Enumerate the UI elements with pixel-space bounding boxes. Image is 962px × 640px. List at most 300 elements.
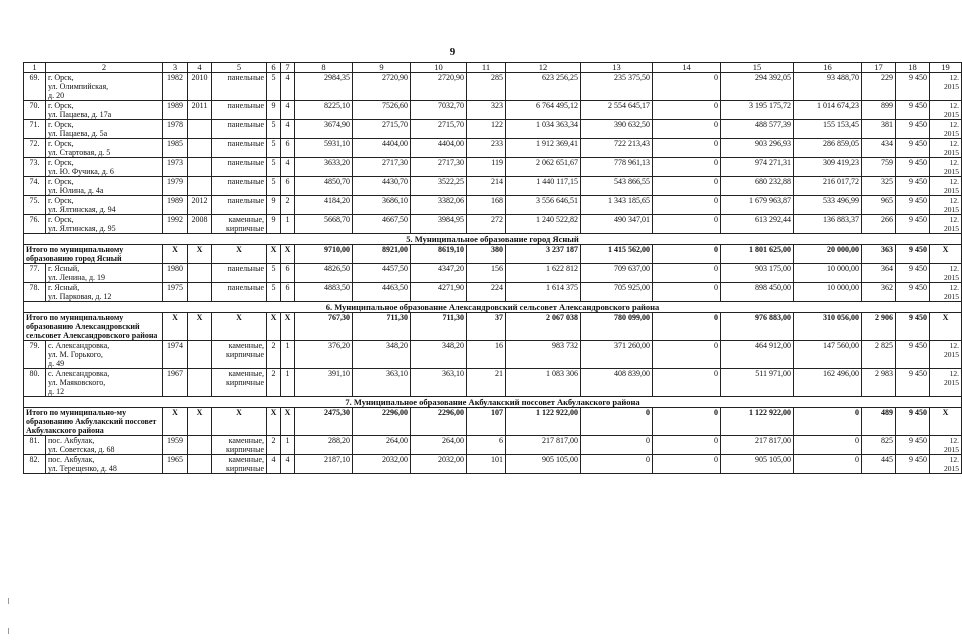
table-cell: 0 [653,369,721,397]
table-cell: 4457,50 [353,264,411,283]
table-cell: г. Орск, ул. Пацаева, д. 5а [46,120,163,139]
table-cell: 0 [794,408,862,436]
table-row [24,341,962,369]
table-cell: 9 450 [896,215,930,234]
column-header: 8 [295,63,353,73]
table-cell: 1982 [163,73,188,101]
table-cell: 74. [24,177,46,196]
table-cell: 5 [267,158,281,177]
table-cell: 1 083 306 [506,369,581,397]
table-cell: 0 [653,196,721,215]
table-cell: 434 [862,139,896,158]
table-cell: 12. 2015 [930,139,962,158]
table-row [24,120,962,139]
table-cell: 4 [281,455,295,474]
table-cell: 286 859,05 [794,139,862,158]
table-cell [188,158,212,177]
table-cell: 1 415 562,00 [581,245,653,264]
table-cell: 264,00 [353,436,411,455]
table-cell: г. Орск, ул. Ялтинская, д. 95 [46,215,163,234]
table-cell: 759 [862,158,896,177]
table-cell: 214 [467,177,506,196]
table-cell: 76. [24,215,46,234]
table-cell: X [281,245,295,264]
table-cell: 1 122 922,00 [721,408,794,436]
table-cell: 1 [281,341,295,369]
table-row [24,139,962,158]
table-cell: 1959 [163,436,188,455]
table-cell: 1 440 117,15 [506,177,581,196]
table-cell: 4404,00 [411,139,467,158]
table-cell: 4271,90 [411,283,467,302]
table-cell: 1989 [163,196,188,215]
table-cell: 2032,00 [353,455,411,474]
table-cell: г. Орск, ул. Ю. Фучика, д. 6 [46,158,163,177]
table-cell: 722 213,43 [581,139,653,158]
table-cell: 162 496,00 [794,369,862,397]
table-cell: г. Орск, ул. Олимпийская, д. 20 [46,73,163,101]
table-cell: 7032,70 [411,101,467,120]
table-cell: 1974 [163,341,188,369]
table-cell: 903 296,93 [721,139,794,158]
table-cell: 1985 [163,139,188,158]
table-cell: 224 [467,283,506,302]
table-row [24,101,962,120]
table-cell: 1992 [163,215,188,234]
subtotal-row [24,245,962,264]
table-cell: 156 [467,264,506,283]
table-cell: 2296,00 [353,408,411,436]
table-cell: 1975 [163,283,188,302]
table-cell: 5 [267,283,281,302]
table-cell: 9 450 [896,196,930,215]
table-cell: 3 195 175,72 [721,101,794,120]
table-cell: 0 [653,139,721,158]
table-cell: 0 [581,455,653,474]
table-cell: 380 [467,245,506,264]
table-cell: 119 [467,158,506,177]
table-cell: 1 801 625,00 [721,245,794,264]
table-cell: 3 237 187 [506,245,581,264]
table-cell: панельные [212,120,267,139]
table-cell: 511 971,00 [721,369,794,397]
table-cell: 2 062 651,67 [506,158,581,177]
table-cell: 2720,90 [411,73,467,101]
section-heading: 6. Муниципальное образование Александровский сельсовет Александровского района [24,302,962,313]
table-cell: 0 [653,264,721,283]
table-cell: 9 450 [896,73,930,101]
column-header: 12 [506,63,581,73]
table-cell: 9 450 [896,408,930,436]
table-cell: 2 [267,369,281,397]
section-heading-row [24,234,962,245]
table-cell: 12. 2015 [930,436,962,455]
table-cell: 8921,00 [353,245,411,264]
table-cell: 363,10 [411,369,467,397]
table-cell: 711,30 [411,313,467,341]
column-header: 13 [581,63,653,73]
table-cell: 2011 [188,101,212,120]
table-cell: 898 450,00 [721,283,794,302]
table-cell: 2 067 038 [506,313,581,341]
table-cell: 778 961,13 [581,158,653,177]
table-cell: 2 [281,196,295,215]
table-cell: 1 034 363,34 [506,120,581,139]
table-cell: 2032,00 [411,455,467,474]
table-cell: 0 [653,177,721,196]
table-cell: 2715,70 [353,120,411,139]
table-cell: 3686,10 [353,196,411,215]
table-cell: пос. Акбулак, ул. Терещенко, д. 48 [46,455,163,474]
table-cell: 1980 [163,264,188,283]
table-cell [188,120,212,139]
table-cell: 310 056,00 [794,313,862,341]
table-cell: 2187,10 [295,455,353,474]
table-cell: 5 [267,139,281,158]
table-cell: каменные, кирпичные [212,215,267,234]
table-cell: 5 [267,73,281,101]
table-cell: 976 883,00 [721,313,794,341]
table-cell: 78. [24,283,46,302]
table-cell: 391,10 [295,369,353,397]
table-cell: 9 450 [896,341,930,369]
table-cell: 1 912 369,41 [506,139,581,158]
table-cell: панельные [212,101,267,120]
table-cell: 217 817,00 [506,436,581,455]
table-cell: 288,20 [295,436,353,455]
table-cell: 381 [862,120,896,139]
column-header: 1 [24,63,46,73]
table-cell: панельные [212,73,267,101]
table-row [24,196,962,215]
table-cell: 9 450 [896,158,930,177]
table-cell [188,283,212,302]
table-cell: 9 450 [896,101,930,120]
table-cell: 445 [862,455,896,474]
table-row [24,215,962,234]
table-cell: 266 [862,215,896,234]
table-cell: X [267,313,281,341]
table-cell: 101 [467,455,506,474]
table-cell: 2 825 [862,341,896,369]
column-header: 18 [896,63,930,73]
table-cell: 2008 [188,215,212,234]
table-cell: 3 556 646,51 [506,196,581,215]
table-cell: 905 105,00 [506,455,581,474]
table-cell: 272 [467,215,506,234]
table-cell: 4430,70 [353,177,411,196]
table-cell: каменные, кирпичные [212,341,267,369]
table-cell: 0 [653,215,721,234]
table-cell: г. Ясный, ул. Парковая, д. 12 [46,283,163,302]
table-cell: г. Орск, ул. Пацаева, д. 17а [46,101,163,120]
table-cell: 12. 2015 [930,120,962,139]
margin-mark [8,598,9,604]
table-cell: 12. 2015 [930,455,962,474]
table-cell: 1979 [163,177,188,196]
table-cell: 93 488,70 [794,73,862,101]
table-cell: 6 [467,436,506,455]
table-cell: 5931,10 [295,139,353,158]
table-cell: 82. [24,455,46,474]
table-row [24,283,962,302]
column-header: 9 [353,63,411,73]
table-cell: 1 [281,369,295,397]
table-cell: 899 [862,101,896,120]
table-cell: 2984,35 [295,73,353,101]
table-cell: 136 883,37 [794,215,862,234]
table-cell [188,139,212,158]
table-cell: 4 [281,101,295,120]
table-cell: 408 839,00 [581,369,653,397]
table-cell: 107 [467,408,506,436]
column-header: 14 [653,63,721,73]
table-cell: 235 375,50 [581,73,653,101]
column-header: 16 [794,63,862,73]
table-cell: 1 122 922,00 [506,408,581,436]
table-cell: 2012 [188,196,212,215]
table-cell: каменные, кирпичные [212,369,267,397]
table-cell: 2717,30 [353,158,411,177]
table-cell: 2010 [188,73,212,101]
table-cell: 2720,90 [353,73,411,101]
table-row [24,158,962,177]
table-cell: X [212,313,267,341]
table-cell: 2 554 645,17 [581,101,653,120]
table-row [24,177,962,196]
table-cell: 79. [24,341,46,369]
table-cell: 6 764 495,12 [506,101,581,120]
subtotal-row [24,313,962,341]
table-cell: 348,20 [353,341,411,369]
table-cell: 229 [862,73,896,101]
table-cell: X [188,313,212,341]
table-cell: 363 [862,245,896,264]
table-cell: 4 [267,455,281,474]
table-cell: 533 496,99 [794,196,862,215]
table-cell: 6 [281,283,295,302]
table-cell: 1978 [163,120,188,139]
table-cell: 0 [653,101,721,120]
column-header: 19 [930,63,962,73]
table-cell: 376,20 [295,341,353,369]
table-cell: 20 000,00 [794,245,862,264]
table-cell: 623 256,25 [506,73,581,101]
table-cell: 12. 2015 [930,215,962,234]
table-cell: 705 925,00 [581,283,653,302]
column-header: 2 [46,63,163,73]
table-cell: 1 240 522,82 [506,215,581,234]
table-cell: 371 260,00 [581,341,653,369]
table-cell: 71. [24,120,46,139]
table-cell: 3382,06 [411,196,467,215]
table-cell: X [212,245,267,264]
table-cell: X [930,408,962,436]
table-cell: 3522,25 [411,177,467,196]
section-heading: 5. Муниципальное образование город Ясный [24,234,962,245]
column-header: 4 [188,63,212,73]
table-cell: 5 [267,120,281,139]
table-cell: X [188,245,212,264]
table-cell: 4667,50 [353,215,411,234]
table-cell: 2 [267,436,281,455]
table-cell: 2 906 [862,313,896,341]
table-cell: панельные [212,139,267,158]
table-cell: 12. 2015 [930,341,962,369]
section-heading-row [24,397,962,408]
table-cell: 4 [281,120,295,139]
table-cell: X [163,408,188,436]
table-cell: 6 [281,177,295,196]
table-cell: с. Александровка, ул. М. Горького, д. 49 [46,341,163,369]
column-number-row [24,63,962,73]
table-cell: 233 [467,139,506,158]
table-cell: 9710,00 [295,245,353,264]
table-cell: 1 343 185,65 [581,196,653,215]
table-cell: г. Ясный, ул. Ленина, д. 19 [46,264,163,283]
table-cell: 323 [467,101,506,120]
table-cell: 2 [267,341,281,369]
table-cell: каменные, кирпичные [212,436,267,455]
table-cell: 3984,95 [411,215,467,234]
column-header: 6 [267,63,281,73]
table-row [24,436,962,455]
table-cell: 2296,00 [411,408,467,436]
table-cell: 217 817,00 [721,436,794,455]
table-cell: 73. [24,158,46,177]
table-cell: 1 622 812 [506,264,581,283]
housing-register-table [23,62,962,474]
table-cell [188,436,212,455]
table-cell: 325 [862,177,896,196]
table-cell: панельные [212,283,267,302]
table-cell: 9 450 [896,120,930,139]
table-cell: с. Александровка, ул. Маяковского, д. 12 [46,369,163,397]
table-row [24,73,962,101]
table-cell: 16 [467,341,506,369]
table-cell: 9 450 [896,369,930,397]
table-cell: 490 347,01 [581,215,653,234]
table-cell: 0 [581,408,653,436]
table-cell: 6 [281,264,295,283]
table-cell: X [281,408,295,436]
table-cell: X [267,245,281,264]
subtotal-label: Итого по муниципальному образованию город Ясный [24,245,163,264]
table-cell: 10 000,00 [794,264,862,283]
table-cell: 9 450 [896,455,930,474]
table-cell: 1 [281,436,295,455]
table-cell: 0 [653,313,721,341]
table-cell: 1989 [163,101,188,120]
table-cell: 4 [281,158,295,177]
table-cell: 680 232,88 [721,177,794,196]
table-cell: 168 [467,196,506,215]
section-heading-row [24,302,962,313]
table-cell: 5 [267,177,281,196]
table-cell: 12. 2015 [930,264,962,283]
table-cell: 7526,60 [353,101,411,120]
table-cell: 5668,70 [295,215,353,234]
table-cell: 4 [281,73,295,101]
table-cell: 5 [267,264,281,283]
table-cell: 4347,20 [411,264,467,283]
table-cell [188,341,212,369]
table-cell: 983 732 [506,341,581,369]
table-cell: X [281,313,295,341]
table-cell: 4463,50 [353,283,411,302]
table-cell: 905 105,00 [721,455,794,474]
table-cell: 309 419,23 [794,158,862,177]
table-cell: 974 271,31 [721,158,794,177]
table-cell: 364 [862,264,896,283]
table-cell: 1967 [163,369,188,397]
table-cell: X [930,245,962,264]
table-cell: 9 450 [896,245,930,264]
table-cell: 0 [653,283,721,302]
table-cell: 488 577,39 [721,120,794,139]
table-cell: 9 [267,215,281,234]
table-row [24,369,962,397]
table-cell: 2475,30 [295,408,353,436]
table-cell: 6 [281,139,295,158]
table-cell: 4826,50 [295,264,353,283]
table-cell: X [163,245,188,264]
table-cell: 9 450 [896,177,930,196]
section-heading: 7. Муниципальное образование Акбулакский поссовет Акбулакского района [24,397,962,408]
table-cell: 363,10 [353,369,411,397]
table-cell: 9 450 [896,264,930,283]
table-cell [188,177,212,196]
table-cell: 9 [267,196,281,215]
table-cell: 12. 2015 [930,73,962,101]
table-cell: 285 [467,73,506,101]
table-cell: 264,00 [411,436,467,455]
table-cell: 0 [653,120,721,139]
table-cell: пос. Акбулак, ул. Советская, д. 68 [46,436,163,455]
table-cell: 780 099,00 [581,313,653,341]
table-cell: 3674,90 [295,120,353,139]
table-cell: 767,30 [295,313,353,341]
table-cell: 294 392,05 [721,73,794,101]
table-cell: 9 450 [896,436,930,455]
table-cell: 0 [653,341,721,369]
table-cell: 216 017,72 [794,177,862,196]
subtotal-label: Итого по муниципально-му образованию Акбулакский поссовет Акбулакского района [24,408,163,436]
table-cell [188,264,212,283]
table-cell: 965 [862,196,896,215]
table-cell: панельные [212,158,267,177]
table-cell: 1 014 674,23 [794,101,862,120]
table-cell: 77. [24,264,46,283]
table-cell: 4850,70 [295,177,353,196]
column-header: 7 [281,63,295,73]
table-cell: 4404,00 [353,139,411,158]
table-cell: 709 637,00 [581,264,653,283]
table-cell: 4184,20 [295,196,353,215]
column-header: 5 [212,63,267,73]
table-cell: 543 866,55 [581,177,653,196]
table-cell: 0 [794,436,862,455]
table-cell: 155 153,45 [794,120,862,139]
page-number: 9 [449,46,456,58]
table-cell [188,455,212,474]
table-cell: 2717,30 [411,158,467,177]
table-cell: 70. [24,101,46,120]
table-cell: 72. [24,139,46,158]
table-cell: 0 [653,436,721,455]
table-cell: 81. [24,436,46,455]
table-cell: 4883,50 [295,283,353,302]
